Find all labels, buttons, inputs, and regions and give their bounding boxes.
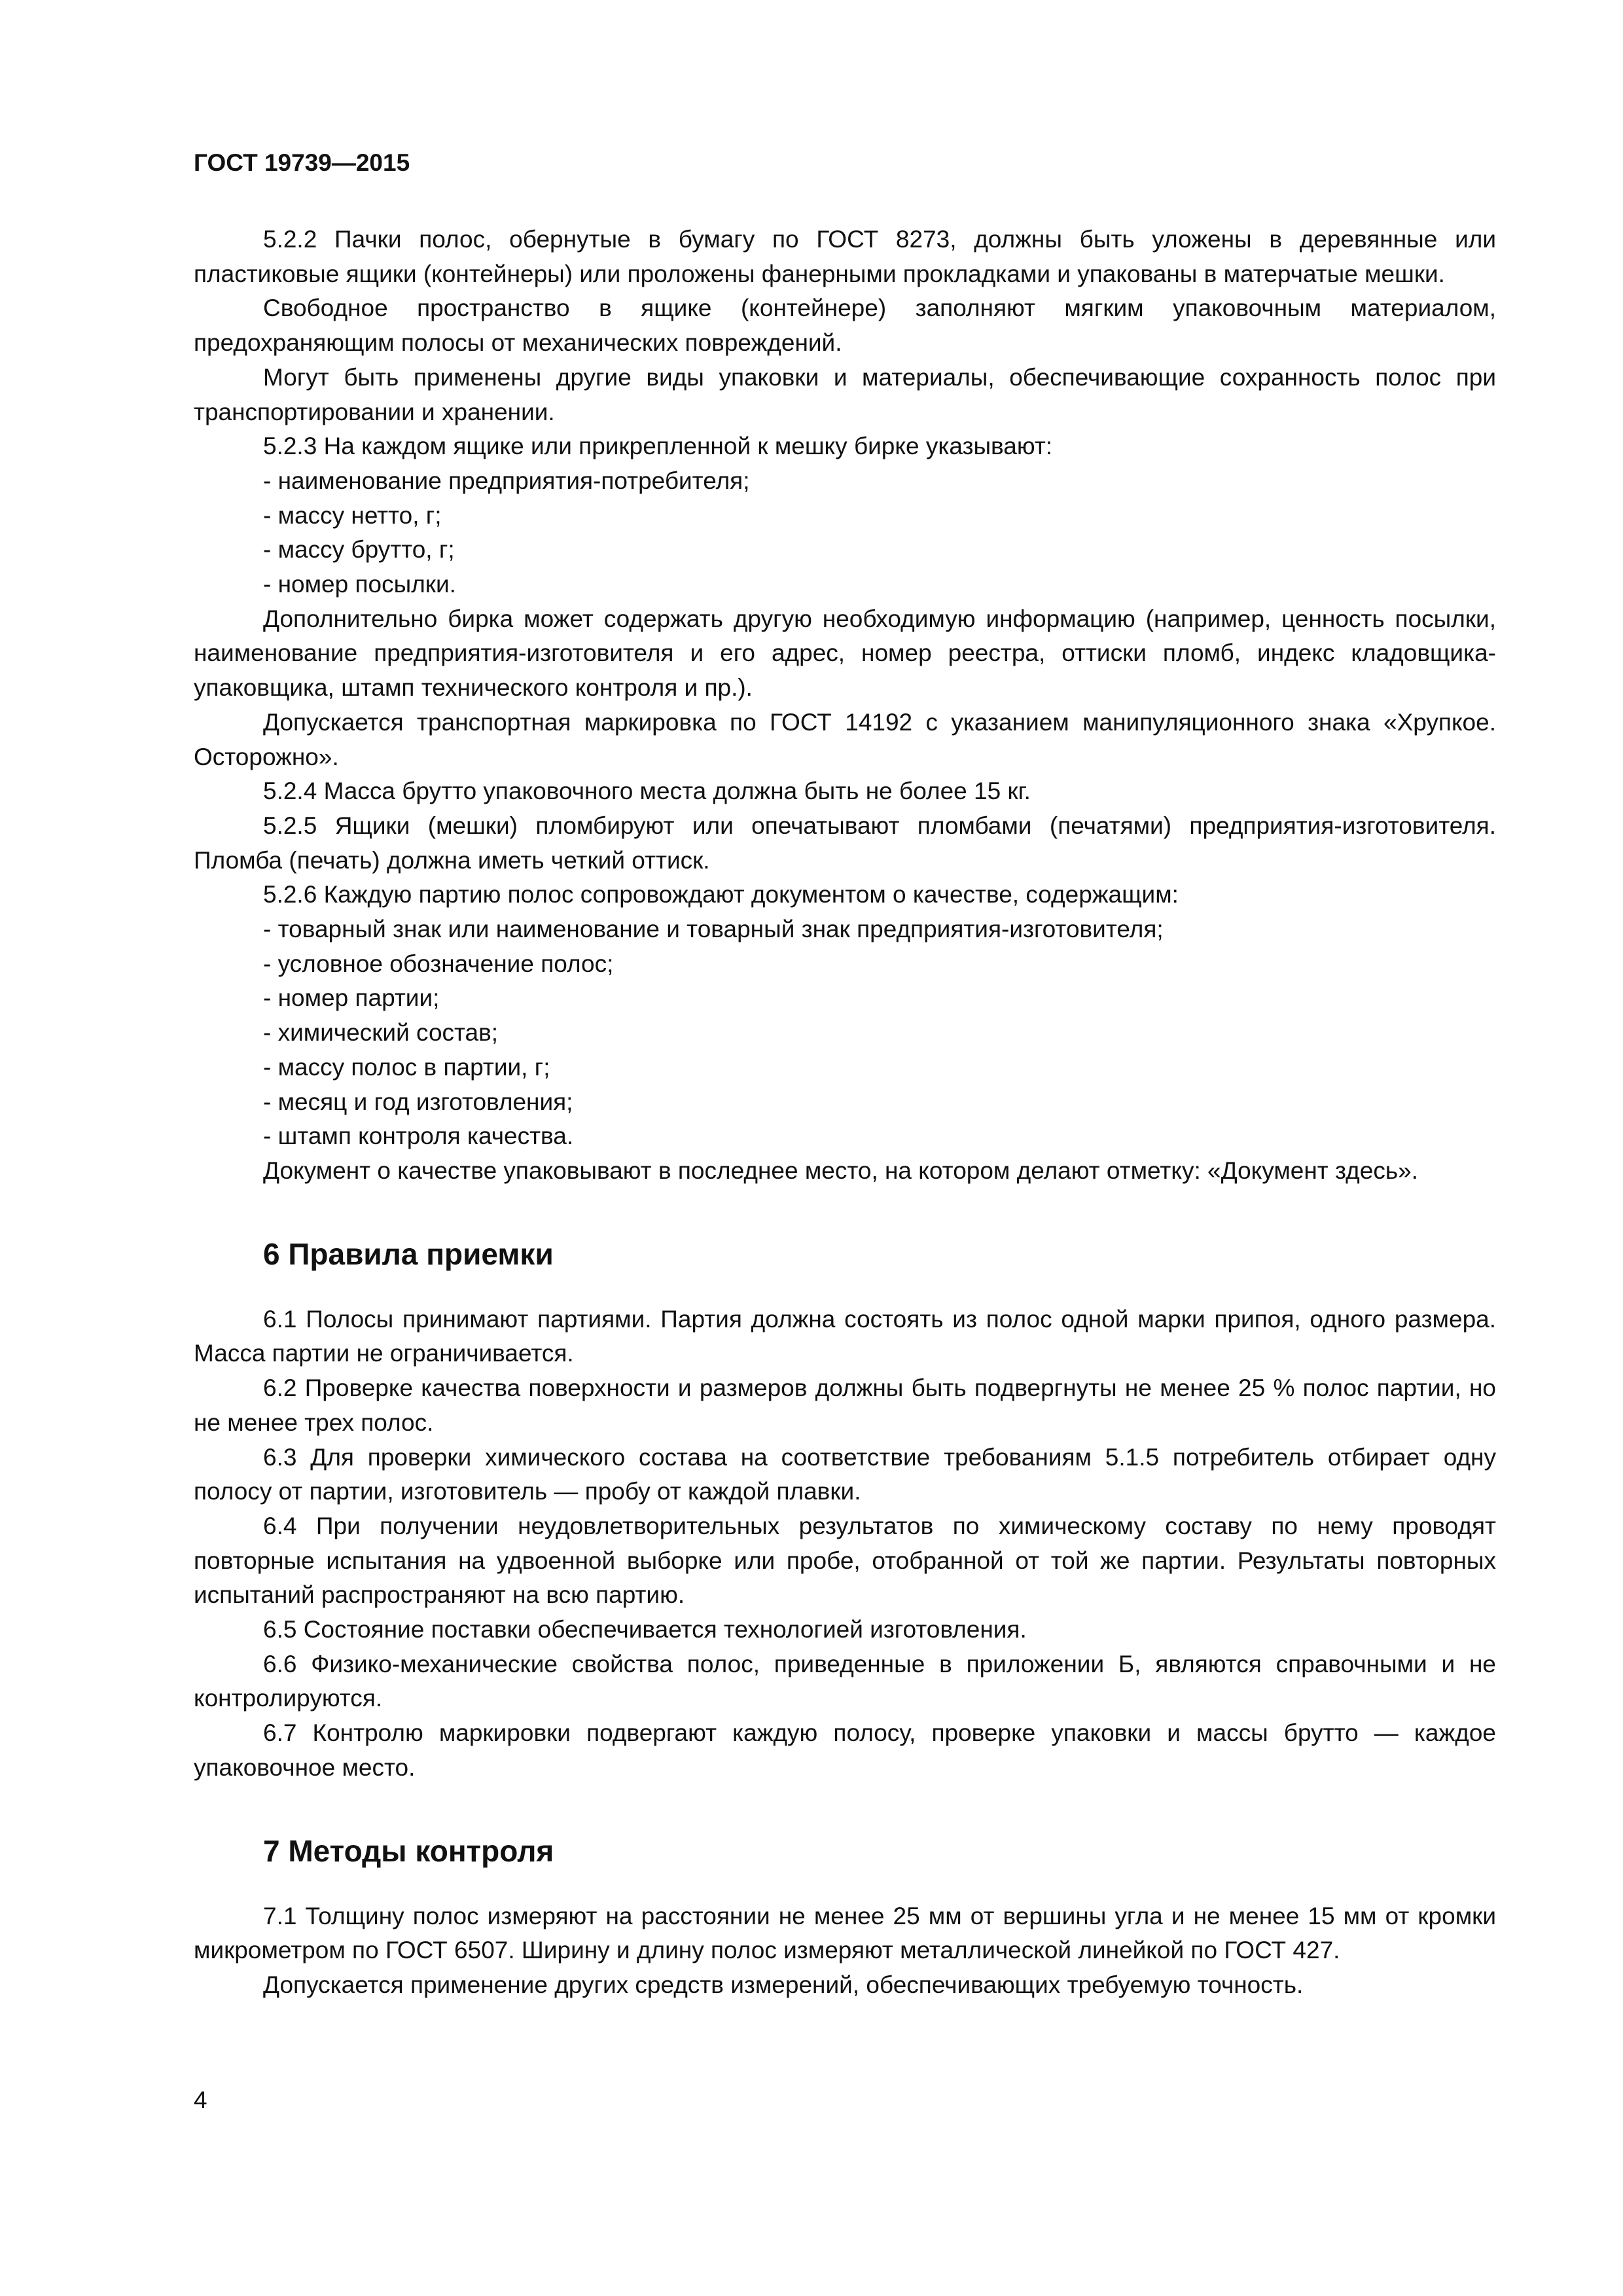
list-item: - месяц и год изготовления; [263,1088,573,1115]
document-body [194,223,1496,2003]
section-7-heading: 7 Методы контроля [263,1833,554,1868]
list-item: - товарный знак или наименование и товарный знак предприятия-изготовителя; [263,916,1164,943]
paragraph-6-2: 6.2 Проверке качества поверхности и размеров должны быть подвергнуты не менее 25 % полос партии, но не менее трех полос. [194,1374,1496,1436]
paragraph-5-2-6: 5.2.6 Каждую партию полос сопровождают документом о качестве, содержащим: [263,881,1179,908]
paragraph-other-packaging: Могут быть применены другие виды упаковки и материалы, обеспечивающие сохранность полос при транспортировании и хранении. [194,363,1496,425]
list-item: - наименование предприятия-потребителя; [263,467,750,494]
paragraph-5-2-5: 5.2.5 Ящики (мешки) пломбируют или опечатывают пломбами (печатями) предприятия-изготовителя. Пломба (печать) должна иметь четкий оттиск. [194,812,1496,874]
paragraph-5-2-3: 5.2.3 На каждом ящике или прикрепленной к мешку бирке указывают: [263,433,1053,460]
list-item: - химический состав; [263,1019,499,1047]
paragraph-additional-info: Дополнительно бирка может содержать другую необходимую информацию (например, ценность посылки, наименование предприятия-изготовителя и его адрес, номер реестра, оттиски пломб, индекс кладовщика-упаковщика, штамп технического контроля и пр.). [194,605,1496,702]
page-number: 4 [194,2087,207,2113]
list-item: - номер партии; [263,984,440,1012]
list-item: - штамп контроля качества. [263,1122,574,1150]
page-header: ГОСТ 19739—2015 [194,149,410,176]
paragraph-6-6: 6.6 Физико-механические свойства полос, приведенные в приложении Б, являются справочными и не контролируются. [194,1650,1496,1712]
list-item: - номер посылки. [263,571,456,598]
paragraph-6-5: 6.5 Состояние поставки обеспечивается технологией изготовления. [263,1616,1027,1643]
paragraph-5-2-4: 5.2.4 Масса брутто упаковочного места должна быть не более 15 кг. [263,778,1031,805]
paragraph-5-2-2: 5.2.2 Пачки полос, обернутые в бумагу по ГОСТ 8273, должны быть уложены в деревянные или пластиковые ящики (контейнеры) или проложены фанерными прокладками и упакованы в матерчатые мешки. [194,226,1496,287]
list-item: - массу брутто, г; [263,536,455,564]
section-6-heading: 6 Правила приемки [263,1236,554,1271]
list-item: - массу нетто, г; [263,501,442,529]
list-item: - массу полос в партии, г; [263,1053,550,1081]
paragraph-free-space: Свободное пространство в ящике (контейнере) заполняют мягким упаковочным материалом, предохраняющим полосы от механических повреждений. [194,295,1496,357]
paragraph-6-4: 6.4 При получении неудовлетворительных результатов по химическому составу по нему проводят повторные испытания на удвоенной выборке или пробе, отобранной от той же партии. Результаты повторных испытаний распространяют на всю партию. [194,1512,1496,1609]
paragraph-6-7: 6.7 Контролю маркировки подвергают каждую полосу, проверке упаковки и массы брутто — каждое упаковочное место. [194,1719,1496,1781]
paragraph-other-means: Допускается применение других средств измерений, обеспечивающих требуемую точность. [263,1971,1304,1998]
paragraph-transport-marking: Допускается транспортная маркировка по ГОСТ 14192 с указанием манипуляционного знака «Хрупкое. Осторожно». [194,708,1496,770]
paragraph-6-3: 6.3 Для проверки химического состава на соответствие требованиям 5.1.5 потребитель отбирает одну полосу от партии, изготовитель — пробу от каждой плавки. [194,1443,1496,1505]
list-item: - условное обозначение полос; [263,950,614,977]
paragraph-6-1: 6.1 Полосы принимают партиями. Партия должна состоять из полос одной марки припоя, одного размера. Масса партии не ограничивается. [194,1305,1496,1367]
paragraph-document-place: Документ о качестве упаковывают в последнее место, на котором делают отметку: «Документ здесь». [263,1157,1418,1184]
paragraph-7-1: 7.1 Толщину полос измеряют на расстоянии не менее 25 мм от вершины угла и не менее 15 мм от кромки микрометром по ГОСТ 6507. Ширину и длину полос измеряют металлической линейкой по ГОСТ 427. [194,1902,1496,1964]
